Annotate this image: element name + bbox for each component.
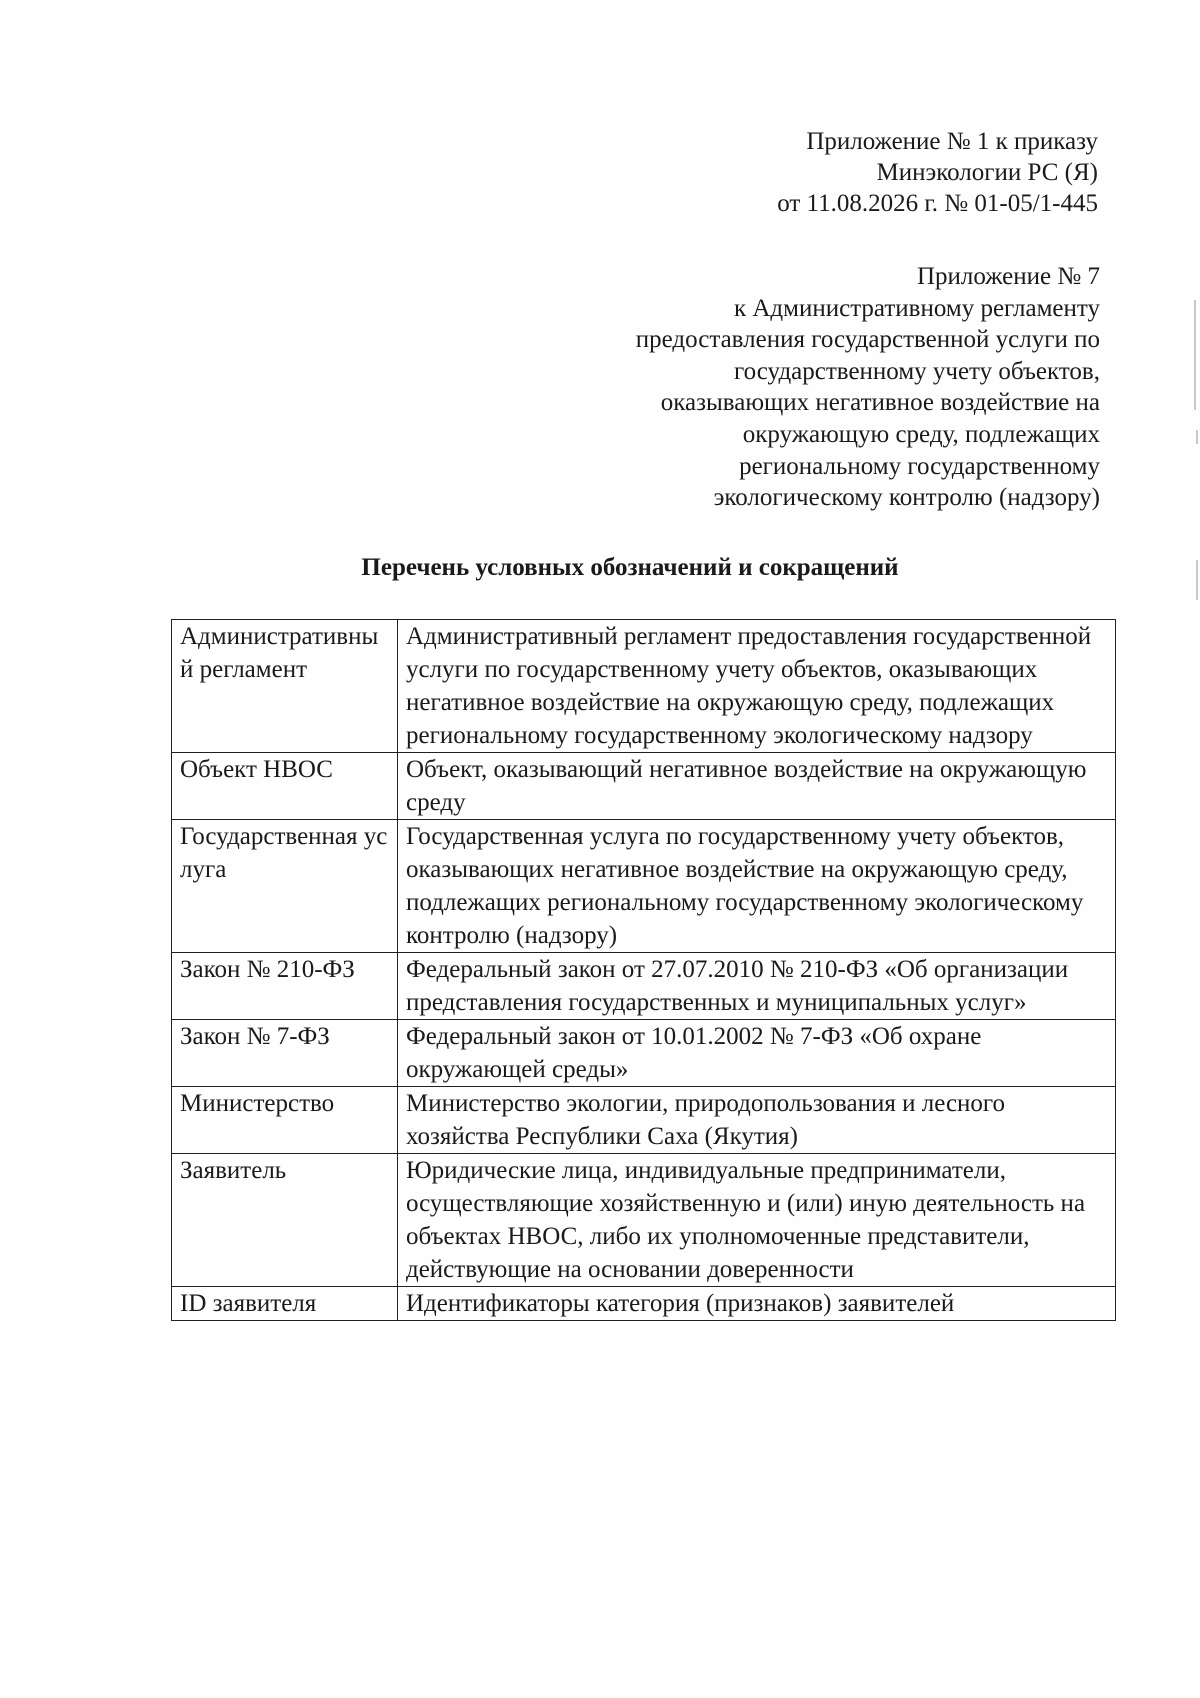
regulation-line: окружающую среду, подлежащих (742, 420, 1100, 448)
abbreviations-table (171, 619, 1116, 1321)
term-cell: Объект НВОС (172, 753, 398, 820)
table-row (172, 820, 1116, 953)
table-row (172, 1087, 1116, 1154)
definition-cell: Федеральный закон от 27.07.2010 № 210-ФЗ «Об организации представления государственных и муниципальных услуг» (397, 953, 1115, 1020)
document-title: Перечень условных обозначений и сокращений (361, 554, 899, 581)
term-cell: Административный регламент (172, 620, 398, 753)
table-row (172, 953, 1116, 1020)
table-row (172, 620, 1116, 753)
definition-cell: Объект, оказывающий негативное воздействие на окружающую среду (397, 753, 1115, 820)
definition-cell: Юридические лица, индивидуальные предприниматели, осуществляющие хозяйственную и (или) иную деятельность на объектах НВОС, либо их уполномоченные представители, действующие на основании доверенности (397, 1154, 1115, 1287)
regulation-line: оказывающих негативное воздействие на (660, 389, 1100, 417)
term-cell: Государственная услуга (172, 820, 398, 953)
appendix-regulation-block (400, 261, 1100, 514)
definition-cell: Административный регламент предоставления государственной услуги по государственному учету объектов, оказывающих негативное воздействие на окружающую среду, подлежащих региональному государственному экологическому надзору (397, 620, 1115, 753)
definition-cell: Министерство экологии, природопользования и лесного хозяйства Республики Саха (Якутия) (397, 1087, 1115, 1154)
term-cell: Закон № 7-ФЗ (172, 1020, 398, 1087)
appendix-order-line: Приложение № 1 к приказу (806, 128, 1098, 155)
term-cell: Заявитель (172, 1154, 398, 1287)
appendix-order-block (398, 126, 1098, 219)
table-row (172, 1154, 1116, 1287)
definition-cell: Идентификаторы категория (признаков) заявителей (397, 1287, 1115, 1321)
definition-cell: Федеральный закон от 10.01.2002 № 7-ФЗ «Об охране окружающей среды» (397, 1020, 1115, 1087)
scan-margin-mark (1194, 300, 1196, 410)
appendix-order-line: от 11.08.2026 г. № 01-05/1-445 (777, 190, 1098, 217)
regulation-line: региональному государственному (739, 452, 1100, 480)
term-cell: ID заявителя (172, 1287, 398, 1321)
table-row (172, 1287, 1116, 1321)
regulation-line: предоставления государственной услуги по (635, 326, 1100, 354)
table-row (172, 1020, 1116, 1087)
regulation-line: экологическому контролю (надзору) (713, 484, 1100, 512)
regulation-line: Приложение № 7 (916, 263, 1100, 290)
term-cell: Министерство (172, 1087, 398, 1154)
scan-margin-mark (1196, 430, 1198, 444)
appendix-order-line: Минэкологии РС (Я) (876, 159, 1098, 186)
term-cell: Закон № 210-ФЗ (172, 953, 398, 1020)
table-row (172, 753, 1116, 820)
regulation-line: к Административному регламенту (733, 294, 1100, 322)
regulation-line: государственному учету объектов, (734, 357, 1100, 385)
definition-cell: Государственная услуга по государственному учету объектов, оказывающих негативное воздействие на окружающую среду, подлежащих региональному государственному экологическому контролю (надзору) (397, 820, 1115, 953)
